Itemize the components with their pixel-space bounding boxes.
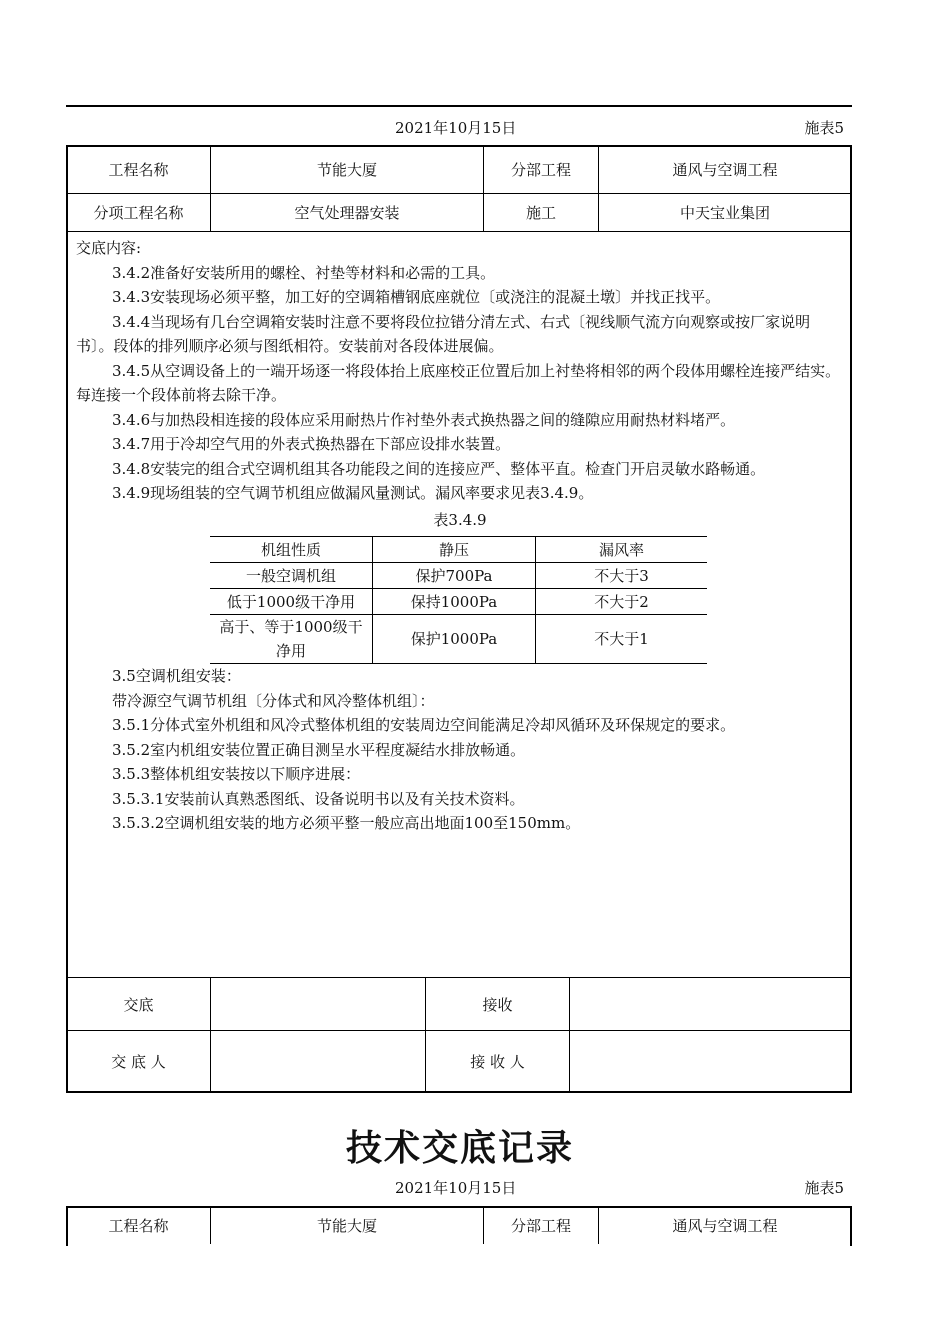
paragraph: 3.4.6与加热段相连接的段体应采用耐热片作衬垫外表式换热器之间的缝隙应用耐热材料堵严。 <box>112 410 736 429</box>
date-line <box>66 117 844 139</box>
table-header-row <box>210 537 707 563</box>
paragraph: 3.4.4当现场有几台空调箱安装时注意不要将段位拉错分清左式、右式〔视线顺气流方向观察或按厂家说明书〕。段体的排列顺序必须与图纸相符。安装前对各段体进展偏。 <box>76 312 811 355</box>
table-cell: 不大于1 <box>536 615 708 664</box>
table-header: 漏风率 <box>536 537 708 563</box>
project-name-value: 节能大厦 <box>316 161 377 179</box>
row-divider <box>67 231 851 232</box>
table-row <box>210 589 707 615</box>
table-cell: 不大于2 <box>536 589 708 615</box>
table-row <box>210 615 707 664</box>
construction-value: 中天宝业集团 <box>679 204 770 222</box>
paragraph: 3.4.3安装现场必须平整，加工好的空调箱槽钢底座就位〔或浇注的混凝土墩〕并找正找平。 <box>112 288 721 306</box>
paragraph: 3.5空调机组安装： <box>112 667 241 685</box>
paragraph: 3.4.8安装完的组合式空调机组其各功能段之间的连接应严、整体平直。检查门开启灵敏水路畅通。 <box>112 459 766 478</box>
table-header: 机组性质 <box>210 537 373 563</box>
paragraph: 3.5.2室内机组安装位置正确目测呈水平程度凝结水排放畅通。 <box>112 740 526 759</box>
table-cell: 高于、等于1000级干净用 <box>210 615 373 664</box>
division-value: 通风与空调工程 <box>672 161 778 179</box>
table-cell: 保护700Pa <box>373 563 536 589</box>
form-number: 施表5 <box>804 119 844 137</box>
paragraph: 3.4.9现场组装的空气调节机组应做漏风量测试。漏风率要求见表3.4.9。 <box>112 484 594 502</box>
paragraph: 带冷源空气调节机组〔分体式和风冷整体机组〕： <box>112 691 435 710</box>
table-caption: 表3.4.9 <box>433 510 487 529</box>
date-line <box>66 1177 844 1199</box>
project-name-label: 工程名称 <box>108 1216 169 1235</box>
content-label: 交底内容: <box>76 239 142 257</box>
paragraph: 3.4.7用于冷却空气用的外表式换热器在下部应设排水装置。 <box>112 435 511 453</box>
table-cell: 低于1000级干净用 <box>210 589 373 615</box>
receive-person-label: 接 收 人 <box>470 1053 525 1071</box>
top-rule <box>66 105 852 107</box>
table-header: 静压 <box>373 537 536 563</box>
project-name-label: 工程名称 <box>108 161 169 179</box>
paragraph: 3.4.2准备好安装所用的螺栓、衬垫等材料和必需的工具。 <box>112 263 496 282</box>
table-cell: 不大于3 <box>536 563 708 589</box>
division-label: 分部工程 <box>510 161 571 179</box>
handover-person-field[interactable] <box>211 1031 425 1092</box>
receive-label: 接收 <box>482 995 513 1014</box>
table-cell: 一般空调机组 <box>210 563 373 589</box>
form-number: 施表5 <box>804 1179 844 1197</box>
date: 2021年10月15日 <box>395 1179 517 1197</box>
date: 2021年10月15日 <box>395 119 517 137</box>
table-cell: 保持1000Pa <box>373 589 536 615</box>
handover-field[interactable] <box>211 978 425 1030</box>
subitem-value: 空气处理器安装 <box>294 204 400 222</box>
division-label: 分部工程 <box>510 1216 571 1235</box>
receive-person-field[interactable] <box>570 1031 851 1092</box>
receive-field[interactable] <box>570 978 851 1030</box>
project-name-value: 节能大厦 <box>316 1216 377 1235</box>
paragraph: 3.4.5从空调设备上的一端开场逐一将段体抬上底座校正位置后加上衬垫将相邻的两个段体用螺栓连接严结实。每连接一个段体前将去除干净。 <box>76 361 841 404</box>
paragraph: 3.5.3.2空调机组安装的地方必须平整一般应高出地面100至150mm。 <box>112 814 581 832</box>
paragraph: 3.5.3整体机组安装按以下顺序进展： <box>112 765 361 783</box>
division-value: 通风与空调工程 <box>672 1216 778 1235</box>
paragraph: 3.5.3.1安装前认真熟悉图纸、设备说明书以及有关技术资料。 <box>112 789 525 808</box>
handover-content <box>76 236 844 836</box>
document-title: 技术交底记录 <box>345 1128 574 1169</box>
table-row <box>210 563 707 589</box>
construction-label: 施工 <box>525 204 556 222</box>
paragraph: 3.5.1分体式室外机组和风冷式整体机组的安装周边空间能满足冷却风循环及环保规定的要求。 <box>112 716 736 734</box>
table-cell: 保护1000Pa <box>373 615 536 664</box>
handover-label: 交底 <box>123 995 154 1014</box>
leakage-rate-table <box>210 536 707 664</box>
subitem-label: 分项工程名称 <box>93 204 184 222</box>
handover-person-label: 交 底 人 <box>111 1053 166 1071</box>
